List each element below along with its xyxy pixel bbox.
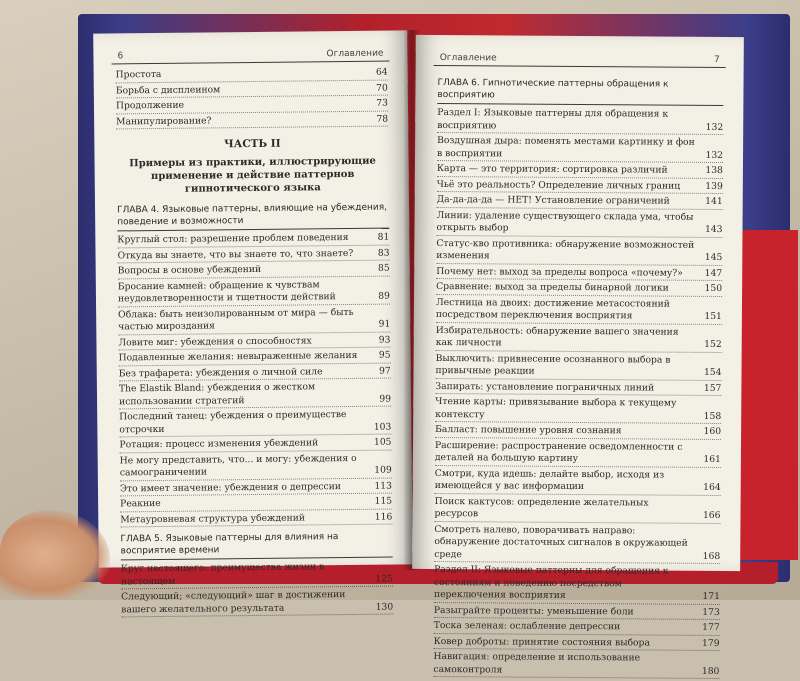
toc-entry-page: 145 [704,251,723,264]
toc-entry [119,381,391,410]
section2-heading [434,564,720,604]
toc-entry [120,496,392,512]
toc-entry-title: Смотри, куда идешь: делайте выбор, исходя из имеющейся у вас информации [434,467,665,493]
toc-entry-title: Круглый стол: разрешение проблем поведения [117,231,349,246]
toc-entry [433,651,719,679]
toc-entry [437,179,723,194]
section2-title: Раздел II: Языковые паттерны для обращения к состояниям и поведению посредством переключения восприятия [433,564,669,601]
toc-entry-page: 93 [378,334,391,346]
toc-entry [434,496,720,524]
toc-entry-title: Простота [115,68,162,81]
toc-entry-page: 164 [703,481,721,494]
toc-entry-page: 161 [703,453,721,466]
toc-entry-page: 105 [373,436,392,448]
toc-entry-page: 99 [379,393,392,405]
toc-entry [434,605,720,620]
section2-entries [433,605,719,679]
toc-entry-title: Это имеет значение: убеждения о депрессии [119,480,341,494]
toc-entry-title: Продолжение [115,99,185,112]
toc-entry [436,281,722,296]
toc-entry-title: Да-да-да-да — НЕТ! Установление ограничений [436,194,670,207]
toc-entry-title: Разыграйте проценты: уменьшение боли [433,604,634,617]
toc-entry [437,135,723,163]
toc-entry-title: Балласт: повышение уровня сознания [435,424,622,437]
toc-entry-page: 95 [378,349,391,361]
toc-entry [436,238,722,266]
toc-entry [436,325,722,353]
chapter5-title: ГЛАВА 5. Языковые паттерны для влияния на восприятие времени [120,531,392,561]
toc-entry [434,524,720,564]
toc-entry [435,381,721,396]
toc-entry-title: Воздушная дыра: поменять местами картинку и фон в восприятии [437,135,695,159]
toc-entry-title: Ковер доброты: принятие состояния выбора [433,635,650,649]
toc-entry [437,163,723,178]
toc-entry [437,194,723,209]
toc-entry-page: 141 [705,195,723,208]
toc-entry [119,409,391,438]
toc-entry-page: 78 [376,113,389,125]
toc-entry-title: Манипулирование? [116,114,212,127]
toc-entry-title: Чтение карты: привязывание выбора к текущему контексту [435,396,677,420]
toc-entry-title: Карта — это территория: сортировка различий [436,163,668,176]
left-page [93,30,413,615]
toc-entry-page: 81 [377,231,390,243]
chapter4-entries [117,232,392,528]
toc-entry-title: Сравнение: выход за пределы бинарной логики [436,281,669,294]
toc-entry-page: 103 [373,421,392,433]
toc-entry [436,266,722,281]
toc-entry [118,263,390,279]
right-toc [433,71,723,681]
toc-entry [436,210,722,238]
left-page-number: 6 [117,51,124,62]
toc-entry [117,247,389,263]
toc-entry [116,82,388,98]
toc-entry [116,113,388,129]
toc-entry-title: Запирать: установление пограничных линий [435,380,655,394]
toc-entry-page: 147 [704,267,723,279]
toc-entry [121,561,393,590]
toc-entry-page: 168 [702,550,721,562]
toc-entry-page: 115 [374,495,393,507]
toc-entry-title: Без трафарета: убеждения о личной силе [118,365,323,379]
toc-entry [435,396,721,424]
toc-entry-page: 160 [703,425,722,438]
toc-entry [117,232,389,248]
toc-entry-page: 70 [376,82,388,94]
toc-entry [435,353,721,381]
toc-entry [118,278,390,307]
toc-entry-page: 154 [703,366,722,379]
toc-entry-title: Реакние [120,497,161,510]
toc-entry-title: Избирательность: обнаружение вашего значения как личности [435,324,679,349]
toc-entry-title: Бросание камней: обращение к чувствам неудовлетворенности и тщетности действий [117,278,336,305]
toc-entry [118,334,390,350]
toc-entry-title: Следующий; «следующий» шаг в достижении вашего желательного результата [121,589,346,615]
toc-entry-title: Линии: удаление существующего склада ума, чтобы открыть выбор [436,209,694,234]
toc-entry-page: 177 [702,621,720,633]
toc-entry-page: 180 [701,665,720,677]
toc-entry [434,636,720,651]
toc-entry [116,98,388,114]
toc-entry-title: Вопросы в основе убеждений [117,263,262,277]
left-page-running-title: Оглавление [326,48,384,60]
toc-entry-title: Последний танец: убеждения о преимуществе отсрочки [119,409,347,435]
toc-entry [120,511,392,527]
toc-entry-page: 116 [374,511,393,523]
right-page-running-title: Оглавление [439,53,497,64]
toc-entry-title: Выключить: привнесение осознанного выбора в привычные реакции [435,352,671,377]
toc-entry [118,306,390,335]
toc-entry-page: 179 [702,637,720,649]
toc-entry-title: The Elastik Bland: убеждения о жестком использовании стратегий [118,381,316,407]
right-page [412,35,744,677]
toc-entry-title: Круг настоящего: преимущества жизни в настоящем [120,561,325,587]
toc-entry-page: 125 [375,573,393,585]
left-top-entries [116,67,389,130]
right-page-number: 7 [713,54,720,65]
toc-entry-title: Навигация: определение и использование самоконтроля [433,651,641,675]
section1-title: Раздел I: Языковые паттерны для обращения к восприятию [437,107,669,131]
toc-entry-title: Ротация: процесс изменения убеждений [119,437,319,451]
toc-entry-page: 109 [374,464,392,476]
toc-entry-page: 97 [378,365,391,377]
toc-entry-page: 157 [703,382,722,394]
toc-entry-title: Облака: быть неизолированным от мира — быть частью мироздания [118,306,354,333]
toc-entry-page: 83 [377,247,390,259]
toc-entry [434,620,720,635]
toc-entry [435,440,721,468]
section1-entries [434,135,723,564]
toc-entry-title: Поиск кактусов: определение желательных ресурсов [434,495,649,520]
toc-entry-page: 166 [702,509,721,521]
toc-entry-title: Борьба с дисплеином [115,83,221,96]
toc-entry-page: 113 [374,480,393,492]
part-title: Примеры из практики, иллюстрирующие применение и действие паттернов гипнотического языка [129,155,376,195]
toc-entry [119,350,391,366]
toc-entry [116,67,388,83]
toc-entry-page: 143 [704,223,723,236]
toc-entry-page: 85 [377,262,390,274]
left-toc [116,67,394,620]
toc-entry-page: 73 [376,97,389,109]
toc-entry-title: Чьё это реальность? Определение личных границ [436,178,681,192]
toc-entry [119,365,391,381]
toc-entry-title: Не могу представить, что... и могу: убеждения о самоограничении [119,452,357,479]
toc-entry-page: 91 [378,318,391,330]
chapter6-title: ГЛАВА 6. Гипнотические паттерны обращения к восприятию [437,77,723,106]
toc-entry [121,589,393,618]
toc-entry-page: 64 [375,66,388,78]
toc-entry [435,424,721,439]
toc-entry-page: 132 [705,149,724,161]
toc-entry-title: Лестница на двоих: достижение метасостояний посредством переключения восприятия [435,296,670,322]
toc-entry [435,468,721,496]
right-page-header [434,49,726,68]
toc-entry-title: Статус-кво противника: обнаружение возможностей изменения [436,237,695,262]
chapter5-entries [121,561,394,618]
toc-entry-title: Откуда вы знаете, что вы знаете то, что знаете? [117,247,354,261]
toc-entry [436,297,722,325]
toc-entry-title: Смотреть налево, поворачивать направо: обнаружение достаточных сигналов в окружающей среде [434,523,688,560]
toc-entry-page: 150 [704,282,723,295]
toc-entry [119,437,391,453]
toc-entry [120,480,392,496]
toc-entry-title: Тоска зеленая: ослабление депрессии [433,620,621,633]
toc-entry [120,452,392,481]
toc-entry-title: Ловите миг: убеждения о способностях [118,334,312,348]
toc-entry-page: 158 [703,410,722,422]
toc-entry-title: Подавленные желания: невыраженные желания [118,349,358,364]
toc-entry-title: Почему нет: выход за пределы вопроса «почему?» [436,265,683,279]
left-page-header [111,45,389,65]
toc-entry-page: 173 [702,606,720,618]
toc-entry-page: 139 [705,180,723,192]
toc-entry-page: 151 [704,310,722,323]
section1-page: 132 [705,121,724,133]
toc-entry-title: Расширение: распространение осведомленности с деталей на большую картину [434,439,683,465]
chapter4-title: ГЛАВА 4. Языковые паттерны, влияющие на убеждения, поведение и возможности [117,202,389,232]
toc-entry-title: Метауровневая структура убеждений [120,511,305,525]
section2-page: 171 [702,590,720,602]
section1-heading [437,107,723,135]
toc-entry-page: 138 [705,164,723,177]
part-label: ЧАСТЬ II [224,137,281,151]
toc-entry-page: 130 [375,601,394,613]
toc-entry-page: 89 [378,290,391,302]
toc-entry-page: 152 [704,338,722,351]
